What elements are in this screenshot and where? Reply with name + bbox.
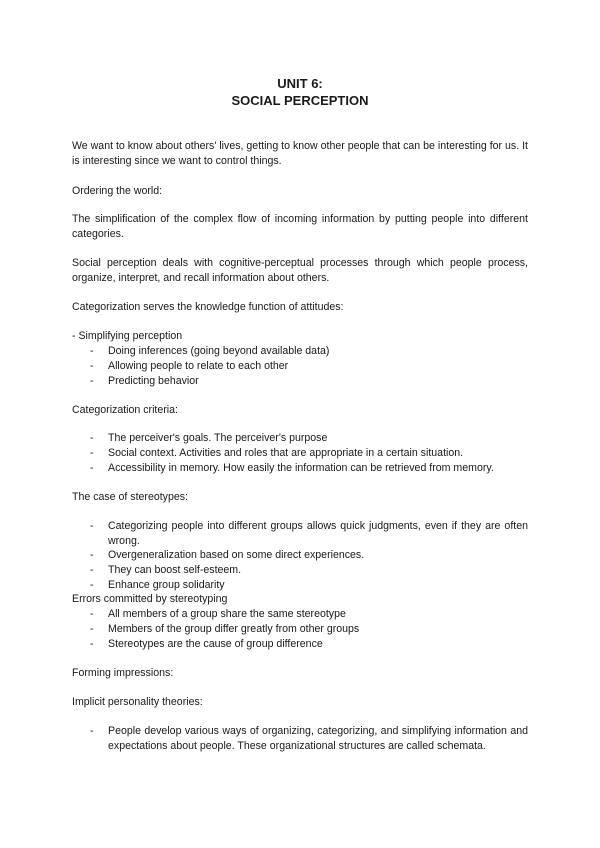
social-perception-paragraph: Social perception deals with cognitive-perceptual processes through which people process, organize, interpret, and recall information about others. xyxy=(72,257,528,284)
list-item xyxy=(90,359,528,374)
unit-title-heading: SOCIAL PERCEPTION xyxy=(231,93,369,108)
forming-heading: Forming impressions: xyxy=(72,667,174,679)
list-item xyxy=(90,461,528,476)
bullet-dash: - xyxy=(90,579,94,591)
list-item-text: All members of a group share the same stereotype xyxy=(108,608,346,620)
bullet-dash: - xyxy=(90,447,94,459)
list-item xyxy=(90,607,528,622)
list-item-text: Stereotypes are the cause of group difference xyxy=(108,638,323,650)
bullet-dash: - xyxy=(90,360,94,372)
bullet-dash: - xyxy=(90,638,94,650)
list-item-text: Predicting behavior xyxy=(108,375,199,387)
categorization-function-paragraph: Categorization serves the knowledge function of attitudes: xyxy=(72,301,344,313)
list-item xyxy=(90,637,528,652)
list-item-text: Members of the group differ greatly from other groups xyxy=(108,623,360,635)
list-item xyxy=(90,563,528,578)
bullet-dash: - xyxy=(90,608,94,620)
stereotypes-heading: The case of stereotypes: xyxy=(72,491,189,503)
list-item xyxy=(90,519,528,549)
bullet-dash: - xyxy=(90,725,94,737)
bullet-dash: - xyxy=(90,623,94,635)
implicit-heading: Implicit personality theories: xyxy=(72,696,203,708)
bullet-dash: - xyxy=(90,564,94,576)
bullet-dash: - xyxy=(90,375,94,387)
errors-heading: Errors committed by stereotyping xyxy=(72,593,228,605)
list-item-text: Social context. Activities and roles that are appropriate in a certain situation. xyxy=(108,447,464,459)
list-item xyxy=(90,446,528,461)
list-item-text: Overgeneralization based on some direct experiences. xyxy=(108,549,365,561)
list-item-text: The perceiver's goals. The perceiver's purpose xyxy=(108,432,328,444)
intro-paragraph: We want to know about others' lives, getting to know other people that can be interesting for us. It is interesting since we want to control things. xyxy=(72,140,528,167)
criteria-heading: Categorization criteria: xyxy=(72,404,178,416)
list-item xyxy=(90,622,528,637)
bullet-dash: - xyxy=(90,345,94,357)
ordering-paragraph: The simplification of the complex flow of incoming information by putting people into different categories. xyxy=(72,213,528,240)
list-item xyxy=(90,578,528,593)
bullet-dash: - xyxy=(90,520,94,532)
unit-number-heading: UNIT 6: xyxy=(277,76,323,91)
bullet-dash: - xyxy=(90,432,94,444)
bullet-dash: - xyxy=(90,549,94,561)
list-item-text: Enhance group solidarity xyxy=(108,579,225,591)
list-item-text: Doing inferences (going beyond available data) xyxy=(108,345,330,357)
list-item xyxy=(90,374,528,389)
simplifying-heading: - Simplifying perception xyxy=(72,330,183,342)
list-item xyxy=(90,431,528,446)
bullet-dash: - xyxy=(90,462,94,474)
list-item-text: People develop various ways of organizing, categorizing, and simplifying information and expectations about people. These organizational structures are called schemata. xyxy=(108,725,528,752)
list-item-text: Allowing people to relate to each other xyxy=(108,360,289,372)
list-item-text: They can boost self-esteem. xyxy=(108,564,242,576)
ordering-heading: Ordering the world: xyxy=(72,185,163,197)
list-item-text: Categorizing people into different groups allows quick judgments, even if they are often wrong. xyxy=(108,520,528,547)
list-item-text: Accessibility in memory. How easily the information can be retrieved from memory. xyxy=(108,462,494,474)
list-item xyxy=(90,344,528,359)
list-item xyxy=(90,548,528,563)
list-item xyxy=(90,724,528,754)
